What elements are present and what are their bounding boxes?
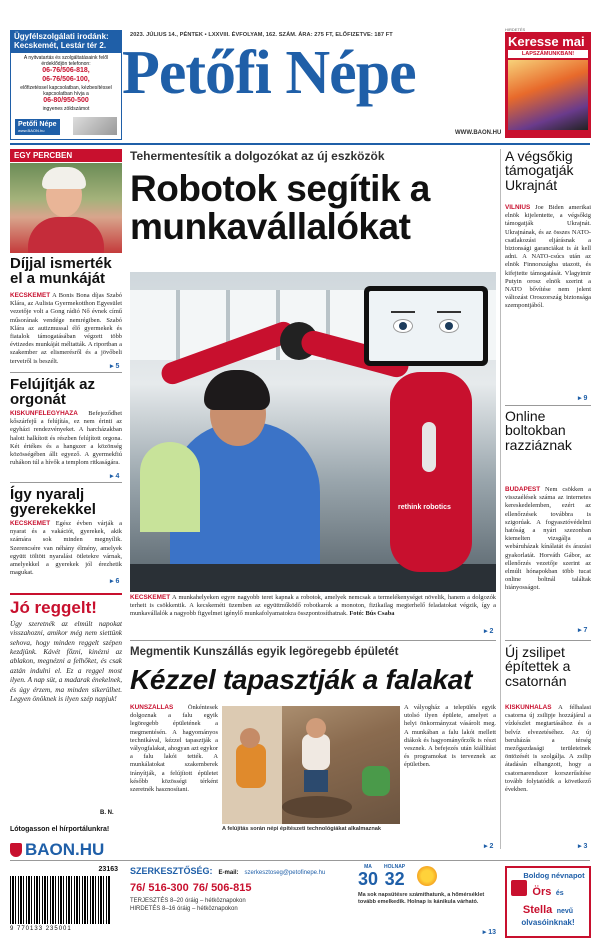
nameday-box [505,866,591,938]
ad-right-title: Keresse mai [508,34,585,49]
nameday-and: és [555,890,564,897]
s2-body [10,410,122,478]
top-ad-left[interactable] [10,30,122,140]
phone-2[interactable]: 76/ 506-815 [192,882,252,894]
ad-left-phone1: 06-76/506-818, [42,67,90,75]
second-photo [222,706,400,824]
portal-link[interactable] [10,840,104,860]
ad-left-phone3: 06-80/950-500 [43,97,89,105]
second-headline[interactable]: Kézzel tapasztják a falakat [130,664,473,695]
ad-left-text3: ingyenes zöldszámot [42,105,90,112]
r3-body [505,704,591,846]
weather-today-label: MA [364,864,372,870]
r1-ref-num: 9 [583,395,588,402]
weather-tomorrow-temp: 32 [384,869,405,889]
lead-photo [130,272,496,592]
r1-text: Joe Biden amerikai elnök kijelentette, a végsőkig támogatják Ukrajnát. Ukrajnának, és az összes NATO-csatlakozási eljárásnak a biztonsági garanciákat is át kell adni. A NATO-csúcs után az elnök Finnországba utazott, és kifejtette támogatását. Vlagyimir Putyin orosz elnök szerint a NATO bővítése nem jelent változást Oroszország biztonsága szempontjából. [505,204,591,310]
masthead-title[interactable]: Petőfi Népe [122,39,416,107]
second-caption: A felújítás során népi építészeti technológiákat alkalmaznak [222,826,381,832]
second-overline: Megmentik Kunszállás egyik legöregebb épületét [130,646,399,658]
lead-body [130,594,496,638]
sidebar-divider-1 [10,372,122,373]
r1-body [505,204,591,400]
editorial-box [130,866,352,938]
column-title[interactable]: Jó reggelt! [10,598,97,617]
r2-ref-num: 7 [583,627,588,634]
r2-headline[interactable]: Online boltokban razziáznak [505,408,572,453]
nameday-name2: Stella [522,904,553,916]
column-text: Úgy szeretnék az elmúlt napokat visszahozni, amikor még nem siettünk sehova, hogy minden reggelt szépen kezdjünk. Kávét főzni, kinézni az ablakon, megnézni a felhőket, és csak aztán indulni el. Ez a reggel most ilyen. A nap süt, a madarak énekelnek, és úgy érzem, ma minden sikerülhet. Legyen önöknek is ilyen szép napjuk! [10,620,122,703]
nameday-closing: olvasóinknak! [521,918,575,927]
r3-text: A félhalasi csatorna új zsilipje hozzájárul a vízkészlet megtartásához és a belvíz elvezetéséhez. Az új beruházás a térség mezőgazdasági területeinek öntözését is szolgálja. A zsilip átadásán elhangzott, hogy a csatornarendszer korszerűsítése tovább folytatódik a következő években. [505,704,591,793]
weather-ref[interactable]: ▸ 13 [482,929,496,936]
ad-right-sub: LAPSZÁMUNKBAN! [508,50,588,58]
s2-ref[interactable]: ▸ 4 [110,473,120,480]
r2-ref[interactable]: ▸ 7 [578,627,588,634]
weather-box [358,864,496,940]
egy-percben-tag: EGY PERCBEN [10,149,122,162]
second-body-2: A vályogház a település egyik utolsó ilyen épülete, amelyet a helyi önkormányzat vásárolt meg. A munkában a falu lakói mellett diákok és hagyományőrzők is részt vesznek. A befejezés után kiállítást és programokat is terveznek az épületben. [404,704,496,769]
lead-overline: Tehermentesítik a dolgozókat az új eszközök [130,149,385,163]
newspaper-image [73,117,117,135]
second-text: Önkéntesek dolgoznak a falu egyik legöregebb épületének a megmentésén. A hagyományos technikával, kézzel tapasztják a vályogfalakat, ahogyan azt egykor a falu lakói tették. A munkálatokat szakemberek irányítják, a felújított épületet később közösségi térként szeretnék hasznosítani. [130,704,218,793]
s2-headline[interactable]: Felújítják az orgonát [10,376,96,409]
top-ad-right[interactable] [505,32,591,138]
second-kicker: KUNSZÁLLÁS [130,704,174,711]
column-author: B. N. [100,810,114,816]
info-line-1: TERJESZTÉS 8–20 óráig – hétköznapokon [130,898,246,904]
s3-headline[interactable]: Így nyaralj gyerekekkel [10,486,96,519]
email-link[interactable]: szerkesztoseg@petofinepe.hu [244,870,326,876]
portrait-photo [10,163,122,253]
second-body [130,704,218,846]
r3-kicker: KISKUNHALAS [505,704,552,711]
weather-text: Ma sok napsütésre számíthatunk, a hőmérséklet tovább emelkedik. Holnap is kánikula várható. [358,892,485,906]
second-ref-num: 2 [489,843,494,850]
right-col-divider [500,149,501,849]
barcode-bars [10,876,110,924]
ad-left-text: A nyitvatartás és szolgáltatásaink felől érdeklődjön telefonon: [23,54,109,67]
lead-headline[interactable]: Robotok segítik a munkavállalókat [130,168,430,247]
weather-ref-num: 13 [488,929,496,936]
website[interactable]: WWW.BAON.HU [455,130,502,136]
portal-name: BAON.HU [25,840,105,859]
lead-caption: Fotó: Bús Csaba [349,610,395,618]
sun-icon [417,866,437,886]
s2-text: Befejeződhet kőszárfejű a felújítás, ez nem érinti az egyházi rendezvényeket. A harcházakban halott halkított és részben felújított orgona. Két értékes és a hangszer a közönség közösségében állt egyező. A gyermekfiú ruhákon túl a hívők a templom ritkaságára. [10,410,122,467]
second-ref[interactable]: ▸ 2 [484,843,494,850]
ad-left-line2: Kecskemét, Lestár tér 2. [14,40,107,50]
masthead-divider [10,143,590,145]
nameday-title: Boldog névnapot [523,871,585,880]
top-ad-label: HIRDETÉS [505,27,526,32]
r2-kicker: BUDAPEST [505,486,541,493]
email-label: E-mail: [218,870,239,876]
r3-headline[interactable]: Új zsilipet építettek a csatornán [505,644,571,689]
editorial-title: SZERKESZTŐSÉG: [130,866,213,876]
weather-tomorrow-label: HOLNAP [384,864,406,870]
s3-kicker: KECSKEMÉT [10,520,51,527]
lead-divider [130,640,496,641]
s2-kicker: KISKUNFÉLEGYHÁZA [10,410,78,417]
r1-ref[interactable]: ▸ 9 [578,395,588,402]
s1-ref-num: 5 [115,363,120,370]
lead-ref-num: 2 [489,628,494,635]
r3-ref[interactable]: ▸ 3 [578,843,588,850]
r2-text: Nem csökken a visszaélések száma az internetes kereskedelemben, ezért az ellenőrzések továbbra is szigorúak. A fogyasztóvédelmi hatóság a nyári szezonban kiemelten vizsgálja a webáruházak kínálatát és árazási gyakorlatát. Horváth Gábor, az ellenőrzés vezetője szerint az elmúlt hónapokban több tucat online boltnál találtak hiányosságot. [505,486,591,592]
s3-ref[interactable]: ▸ 6 [110,578,120,585]
ad-left-logo-text: Petőfi Népe [18,121,57,128]
ad-left-logo-sub: www.BAON.hu [18,128,45,133]
info-line-2: HIRDETÉS 8–16 óráig – hétköznapokon [130,906,238,912]
bottom-divider [10,860,590,861]
nameday-suffix: nevű [556,908,574,915]
s3-text: Egész évben várják a nyarat és a vakációt, gyerekek, akik számára sok minden megnyílik. Szerencsére van néhány élmény, amelyek együtt töltött nyaralási ötletekre várnak, amelyekkel a gyerekek jól érezhetik magukat. [10,520,122,577]
barcode-digits: 9 770133 235001 [10,926,72,932]
weather-today-temp: 30 [358,869,379,889]
right-divider-2 [505,640,591,641]
s2-ref-num: 4 [115,473,120,480]
barcode-number: 23163 [98,866,118,873]
s1-text: A Bonis Bona díjas Szabó Klára, az Aulista Gyermekotthon Egyesület vezetője volt a Gong rádió Nő évnek című műsorának vendége nemrégiben. Szabó Klára az autizmussal élő gyermekek és fiatalok támogatásában végzett több évtizedes munkáját méltatták. A riportban a szakember az elismerésről és a jövőbeli terveiről is beszélt. [10,292,122,365]
s3-body [10,520,122,584]
lead-kicker: KECSKEMÉT [130,594,171,601]
r1-kicker: VILNIUS [505,204,531,211]
ad-left-phone2: 06-76/506-100, [42,75,90,83]
s1-ref[interactable]: ▸ 5 [110,363,120,370]
right-divider-1 [505,405,591,406]
s1-kicker: KECSKEMÉT [10,292,51,299]
lead-ref[interactable]: ▸ 2 [484,628,494,635]
phone-1[interactable]: 76/ 516-300 [130,882,189,894]
s1-body [10,292,122,370]
r3-ref-num: 3 [583,843,588,850]
s1-headline[interactable]: Díjjal ismerték el a munkáját [10,255,112,288]
ad-left-text2: előfizetéssel kapcsolatban, kézbesítéssel kapcsolatban hívja a [20,84,112,97]
barcode [10,866,122,938]
gift-icon [511,880,527,896]
column-footer: Lótogasson el hírportálunkra! [10,826,110,833]
baon-logo-icon [10,843,22,857]
s3-ref-num: 6 [115,578,120,585]
r2-body [505,486,591,632]
magazine-cover-image [508,60,588,130]
r1-headline[interactable]: A végsőkig támogatják Ukrajnát [505,148,574,193]
ad-left-line1: Ügyfélszolgálati irodánk: [14,32,109,41]
nameday-name1: Örs [532,886,552,898]
dateline: 2023. JÚLIUS 14., PÉNTEK • LXXVIII. ÉVFOLYAM, 162. SZÁM. ÁRA: 275 FT, ELŐFIZETVE: 187 FT [130,32,393,38]
ad-left-logo [15,119,60,135]
sidebar-divider-2 [10,482,122,483]
lead-text: A munkahelyeken egyre nagyobb teret kapnak a robotok, amelyek nemcsak a termelékenységet növelik, hanem a dolgozók terheit is csökkentik. A kecskeméti üzemben az együttműködő robotkarok a monoton, fizikailag megterhelő feladatokat végzik, így a munkavállalók a nagyobb figyelmet igénylő munkafolyamatokra összpontosíthatnak. [130,594,496,618]
robot-brand: rethink robotics [398,504,451,511]
